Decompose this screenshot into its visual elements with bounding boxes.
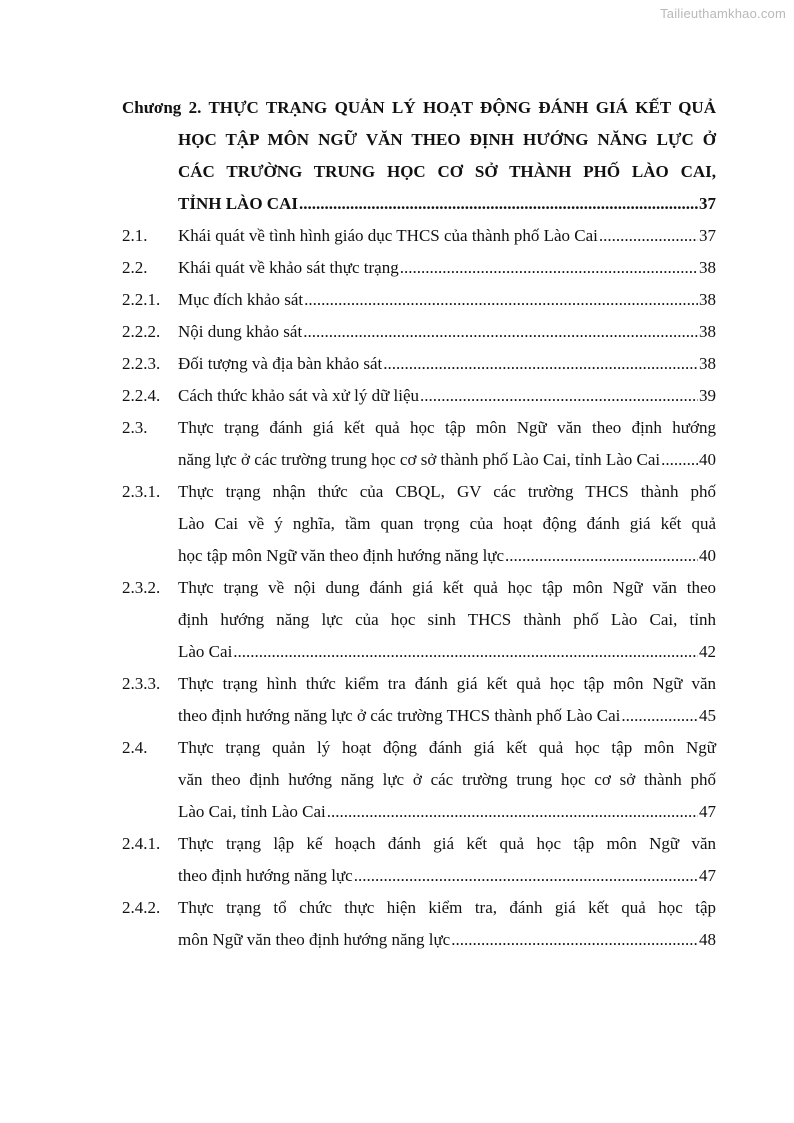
dot-leader bbox=[505, 540, 698, 572]
section-number: 2.4.1. bbox=[122, 834, 161, 853]
dot-leader bbox=[233, 636, 698, 668]
section-title-text: văn theo định hướng năng lực ở các trường trung học cơ sở thành phố bbox=[178, 770, 716, 789]
page-number: 38 bbox=[699, 354, 716, 373]
section-number: 2.2. bbox=[122, 258, 148, 277]
section-title-text: Thực trạng hình thức kiểm tra đánh giá kết quả học tập môn Ngữ văn bbox=[178, 674, 716, 693]
toc-entry-line bbox=[122, 860, 716, 892]
page-number: 40 bbox=[699, 450, 716, 469]
dot-leader bbox=[420, 380, 698, 412]
toc-entry[interactable] bbox=[122, 252, 716, 284]
watermark: Tailieuthamkhao.com bbox=[660, 6, 786, 21]
section-title-text: Mục đích khảo sát bbox=[178, 290, 304, 309]
toc-entry-line bbox=[122, 380, 716, 412]
dot-leader bbox=[303, 316, 698, 348]
section-title-text: Thực trạng quản lý hoạt động đánh giá kết quả học tập môn Ngữ bbox=[178, 738, 716, 757]
dot-leader bbox=[400, 252, 698, 284]
dot-leader bbox=[299, 188, 698, 220]
toc-entries bbox=[122, 220, 716, 956]
page-number: 37 bbox=[699, 194, 716, 213]
section-title-text: Thực trạng lập kế hoạch đánh giá kết quả học tập môn Ngữ văn bbox=[178, 834, 716, 853]
toc-entry-line bbox=[122, 444, 716, 476]
section-title-text: Lào Cai bbox=[178, 642, 233, 661]
section-number: 2.4. bbox=[122, 738, 148, 757]
section-number: 2.3.3. bbox=[122, 674, 161, 693]
section-number: 2.2.1. bbox=[122, 290, 161, 309]
toc-entry-line bbox=[122, 284, 716, 316]
section-title-text: học tập môn Ngữ văn theo định hướng năng lực bbox=[178, 546, 505, 565]
section-title-text: định hướng năng lực của học sinh THCS thành phố Lào Cai, tỉnh bbox=[178, 610, 716, 629]
chapter-title-line-1: Chương 2. THỰC TRẠNG QUẢN LÝ HOẠT ĐỘNG ĐÁNH GIÁ KẾT QUẢ bbox=[122, 98, 716, 117]
section-title-text: Khái quát về tình hình giáo dục THCS của thành phố Lào Cai bbox=[178, 226, 598, 245]
page-number: 38 bbox=[699, 290, 716, 309]
toc-entry-line bbox=[122, 892, 716, 924]
toc-entry-line bbox=[122, 796, 716, 828]
section-title-text: Thực trạng tổ chức thực hiện kiểm tra, đánh giá kết quả học tập bbox=[178, 898, 716, 917]
section-title-text: Thực trạng nhận thức của CBQL, GV các trường THCS thành phố bbox=[178, 482, 716, 501]
toc-entry[interactable] bbox=[122, 316, 716, 348]
page-number: 39 bbox=[699, 386, 716, 405]
section-title-text: Nội dung khảo sát bbox=[178, 322, 303, 341]
toc-entry-line bbox=[122, 220, 716, 252]
section-title-text: theo định hướng năng lực bbox=[178, 866, 353, 885]
toc-entry-line bbox=[122, 636, 716, 668]
toc-entry-line bbox=[122, 668, 716, 700]
section-title-text: theo định hướng năng lực ở các trường THCS thành phố Lào Cai bbox=[178, 706, 621, 725]
section-title-text: Lào Cai về ý nghĩa, tầm quan trọng của hoạt động đánh giá kết quả bbox=[178, 514, 716, 533]
page-number: 47 bbox=[699, 866, 716, 885]
toc-entry[interactable] bbox=[122, 572, 716, 668]
toc-chapter-2[interactable] bbox=[122, 92, 716, 220]
section-title-text: Cách thức khảo sát và xử lý dữ liệu bbox=[178, 386, 420, 405]
page-number: 47 bbox=[699, 802, 716, 821]
toc-entry-line bbox=[122, 316, 716, 348]
dot-leader bbox=[354, 860, 698, 892]
toc-entry[interactable] bbox=[122, 732, 716, 828]
toc-entry-line bbox=[122, 828, 716, 860]
page-number: 42 bbox=[699, 642, 716, 661]
section-title-text: năng lực ở các trường trung học cơ sở thành phố Lào Cai, tỉnh Lào Cai bbox=[178, 450, 661, 469]
toc-entry[interactable] bbox=[122, 892, 716, 956]
toc-entry[interactable] bbox=[122, 348, 716, 380]
toc-entry-line bbox=[122, 252, 716, 284]
section-number: 2.3. bbox=[122, 418, 148, 437]
toc-entry-line bbox=[122, 412, 716, 444]
toc-entry-line bbox=[122, 348, 716, 380]
toc-entry-line bbox=[122, 572, 716, 604]
section-number: 2.2.2. bbox=[122, 322, 161, 341]
page-number: 37 bbox=[699, 226, 716, 245]
toc-entry[interactable] bbox=[122, 668, 716, 732]
dot-leader bbox=[661, 444, 698, 476]
section-title-text: Thực trạng về nội dung đánh giá kết quả học tập môn Ngữ văn theo bbox=[178, 578, 716, 597]
page-number: 45 bbox=[699, 706, 716, 725]
section-title-text: Đối tượng và địa bàn khảo sát bbox=[178, 354, 383, 373]
page-number: 40 bbox=[699, 546, 716, 565]
page-number: 38 bbox=[699, 322, 716, 341]
section-number: 2.3.1. bbox=[122, 482, 161, 501]
dot-leader bbox=[383, 348, 698, 380]
toc-entry[interactable] bbox=[122, 828, 716, 892]
section-number: 2.4.2. bbox=[122, 898, 161, 917]
dot-leader bbox=[621, 700, 698, 732]
toc-entry-line bbox=[122, 476, 716, 508]
toc-entry[interactable] bbox=[122, 412, 716, 476]
section-number: 2.3.2. bbox=[122, 578, 161, 597]
dot-leader bbox=[304, 284, 698, 316]
toc-entry[interactable] bbox=[122, 380, 716, 412]
chapter-title-last-text: TỈNH LÀO CAI bbox=[178, 194, 298, 213]
toc-entry[interactable] bbox=[122, 220, 716, 252]
toc-entry[interactable] bbox=[122, 476, 716, 572]
toc-entry-line bbox=[122, 924, 716, 956]
dot-leader bbox=[451, 924, 698, 956]
section-title-text: Thực trạng đánh giá kết quả học tập môn Ngữ văn theo định hướng bbox=[178, 418, 716, 437]
section-number: 2.1. bbox=[122, 226, 148, 245]
chapter-title-line-4 bbox=[122, 188, 716, 220]
toc-entry-line bbox=[122, 540, 716, 572]
page-number: 38 bbox=[699, 258, 716, 277]
section-title-text: Khái quát về khảo sát thực trạng bbox=[178, 258, 399, 277]
toc-entry-line bbox=[122, 700, 716, 732]
page-number: 48 bbox=[699, 930, 716, 949]
chapter-title-line-2: HỌC TẬP MÔN NGỮ VĂN THEO ĐỊNH HƯỚNG NĂNG LỰC Ở bbox=[178, 130, 716, 149]
dot-leader bbox=[327, 796, 698, 828]
section-number: 2.2.4. bbox=[122, 386, 161, 405]
section-title-text: Lào Cai, tỉnh Lào Cai bbox=[178, 802, 326, 821]
toc-entry[interactable] bbox=[122, 284, 716, 316]
section-title-text: môn Ngữ văn theo định hướng năng lực bbox=[178, 930, 451, 949]
chapter-title-line-3: CÁC TRƯỜNG TRUNG HỌC CƠ SỞ THÀNH PHỐ LÀO CAI, bbox=[178, 162, 716, 181]
dot-leader bbox=[599, 220, 698, 252]
table-of-contents bbox=[122, 92, 716, 956]
section-number: 2.2.3. bbox=[122, 354, 161, 373]
toc-entry-line bbox=[122, 732, 716, 764]
